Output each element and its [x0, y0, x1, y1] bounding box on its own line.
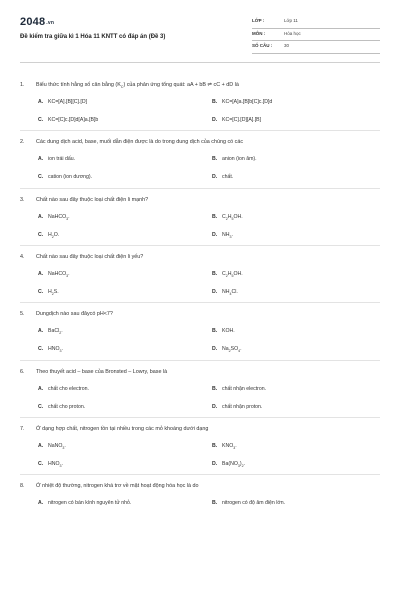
answer-option-b[interactable] — [212, 156, 257, 162]
answer-options — [20, 205, 380, 243]
question-stem — [20, 80, 380, 90]
question-text: Ở nhiệt độ thường, nitrogen khá trơ về mặt hoạt động hóa học là do — [36, 483, 199, 490]
answer-option-a[interactable] — [38, 386, 89, 392]
option-text: chất. — [222, 174, 234, 181]
question-text: Ở dạng hợp chất, nitrogen tồn tại nhiều trong các mỏ khoáng dưới dạng — [36, 425, 209, 432]
option-letter: C. — [38, 403, 44, 410]
option-text: $KNO_3$. — [222, 442, 237, 450]
option-letter: B. — [212, 213, 218, 220]
option-letter: A. — [38, 270, 44, 277]
option-letter: B. — [212, 385, 218, 392]
question-number: 2. — [20, 139, 25, 146]
answer-option-a[interactable] — [38, 500, 131, 506]
meta-class-label: LỚP : — [252, 18, 265, 23]
option-text: BaCl$_2$. — [48, 328, 63, 336]
option-text: NaHCO$_3$. — [48, 213, 70, 221]
option-text: NaHCO$_3$. — [48, 270, 70, 278]
answer-option-d[interactable] — [212, 404, 262, 410]
option-letter: B. — [212, 99, 218, 105]
question-text: Các dung dịch acid, base, muối dẫn điện được là do trong dung dịch của chúng có các — [36, 139, 244, 146]
option-letter: B. — [212, 500, 218, 507]
question-stem — [20, 252, 380, 262]
option-letter: A. — [38, 156, 44, 163]
question-text: Chất nào sau đây thuộc loại chất điện li mạnh? — [36, 196, 149, 203]
answer-option-c[interactable] — [38, 232, 59, 239]
answer-option-d[interactable] — [212, 117, 261, 123]
option-text: $C_2H_5OH$. — [222, 213, 243, 221]
option-letter: A. — [38, 213, 44, 220]
meta-count-label: SỐ CÂU : — [252, 43, 273, 48]
answer-option-b[interactable] — [212, 500, 285, 506]
question-text: Chất nào sau đây thuộc loại chất điện li yếu? — [36, 253, 144, 260]
option-text: ion trái dấu. — [48, 156, 76, 163]
question-text: Biểu thức tính hằng số cân bằng $(K_C)$ của phản ứng tổng quát: aA + bB ⇌ cC + dD là — [36, 82, 239, 90]
question-3 — [20, 195, 380, 243]
option-letter: B. — [212, 442, 218, 449]
option-text: KC=[A]a.[B]b[C]c.[D]d — [222, 99, 273, 105]
page-title: Đề kiểm tra giữa kì 1 Hóa 11 KNTT có đáp án (Đề 3) — [20, 34, 166, 40]
option-text: chất nhận electron. — [222, 385, 267, 392]
answer-options — [20, 434, 380, 472]
logo-text: 2048 — [20, 16, 46, 28]
answer-option-c[interactable] — [38, 117, 98, 123]
question-number: 5. — [20, 311, 25, 318]
option-text: cation (ion dương). — [48, 174, 93, 181]
option-letter: B. — [212, 156, 218, 163]
question-divider — [20, 360, 380, 361]
answer-option-c[interactable] — [38, 461, 63, 468]
answer-option-b[interactable] — [212, 99, 272, 105]
question-2 — [20, 137, 380, 185]
option-letter: C. — [38, 460, 44, 467]
option-text: $NH_4Cl$. — [222, 288, 238, 296]
meta-subject-row — [252, 29, 380, 42]
option-letter: D. — [212, 460, 218, 467]
header-divider — [20, 62, 380, 63]
option-text: chất cho proton. — [48, 403, 86, 410]
option-text: KC=[A].[B][C].[D] — [48, 99, 88, 105]
answer-option-c[interactable] — [38, 174, 92, 180]
answer-option-b[interactable] — [212, 271, 243, 278]
answer-options — [20, 319, 380, 357]
question-divider — [20, 188, 380, 189]
question-7 — [20, 424, 380, 472]
question-divider — [20, 302, 380, 303]
question-stem — [20, 481, 380, 491]
answer-option-b[interactable] — [212, 328, 235, 334]
answer-option-a[interactable] — [38, 271, 70, 278]
option-text: $H_2S$. — [48, 288, 59, 296]
question-number: 8. — [20, 483, 25, 490]
meta-class-value: Lớp 11 — [284, 18, 298, 23]
answer-option-b[interactable] — [212, 443, 237, 450]
option-text: $Na_2SO_4$. — [222, 346, 242, 354]
answer-options — [20, 90, 380, 128]
question-stem — [20, 367, 380, 377]
option-letter: B. — [212, 328, 218, 335]
answer-option-a[interactable] — [38, 99, 87, 105]
option-letter: C. — [38, 288, 44, 295]
option-letter: A. — [38, 99, 44, 105]
answer-options — [20, 262, 380, 300]
option-letter: D. — [212, 288, 218, 295]
answer-option-d[interactable] — [212, 461, 245, 468]
option-letter: A. — [38, 500, 44, 507]
answer-options — [20, 147, 380, 185]
option-text: chất cho electron. — [48, 385, 89, 392]
option-text: nitrogen có độ âm điện lớn. — [222, 500, 286, 507]
answer-option-a[interactable] — [38, 156, 75, 162]
meta-class-row — [252, 16, 380, 29]
answer-option-a[interactable] — [38, 214, 70, 221]
answer-option-d[interactable] — [212, 289, 238, 296]
question-4 — [20, 252, 380, 300]
question-number: 3. — [20, 196, 25, 203]
option-text: $HNO_3$. — [48, 460, 63, 468]
option-text: KC=[C].[D][A].[B] — [222, 117, 262, 123]
question-divider — [20, 417, 380, 418]
option-letter: C. — [38, 346, 44, 353]
option-letter: C. — [38, 117, 44, 123]
answer-option-d[interactable] — [212, 346, 242, 353]
question-stem — [20, 309, 380, 319]
option-text: KOH. — [222, 328, 235, 335]
answer-option-c[interactable] — [38, 346, 63, 353]
question-6 — [20, 367, 380, 415]
option-letter: D. — [212, 117, 218, 123]
option-letter: B. — [212, 270, 218, 277]
question-5 — [20, 309, 380, 357]
question-divider — [20, 130, 380, 131]
option-text: $HNO_3$. — [48, 346, 63, 354]
option-letter: D. — [212, 346, 218, 353]
answer-option-c[interactable] — [38, 404, 85, 410]
question-1 — [20, 80, 380, 128]
question-number: 1. — [20, 82, 25, 88]
option-text: anion (ion âm). — [222, 156, 257, 163]
question-number: 7. — [20, 425, 25, 432]
answer-options — [20, 491, 380, 529]
answer-option-c[interactable] — [38, 289, 59, 296]
logo-suffix: .vn — [46, 20, 55, 26]
option-text: $H_2O$. — [48, 231, 60, 239]
option-text: $Ba(NO_3)_2$. — [222, 460, 246, 468]
answer-option-a[interactable] — [38, 328, 63, 335]
meta-subject-value: Hóa học — [284, 30, 301, 36]
option-text: KC=[C]c.[D]d[A]a.[B]b — [48, 117, 99, 123]
question-stem — [20, 137, 380, 147]
question-divider — [20, 245, 380, 246]
option-letter: A. — [38, 385, 44, 392]
option-letter: A. — [38, 328, 44, 335]
question-text: Dungdịch nào sau đâycó pH<7? — [36, 311, 113, 318]
exam-meta — [252, 16, 380, 54]
answer-option-d[interactable] — [212, 174, 233, 180]
answer-option-a[interactable] — [38, 443, 66, 450]
site-logo[interactable] — [20, 16, 54, 28]
option-letter: D. — [212, 174, 218, 181]
option-text: nitrogen có bán kính nguyên tử nhỏ. — [48, 500, 132, 507]
answer-options — [20, 377, 380, 415]
option-text: chất nhận proton. — [222, 403, 263, 410]
option-letter: D. — [212, 403, 218, 410]
answer-option-b[interactable] — [212, 214, 243, 221]
option-text: $NH_3$. — [222, 231, 233, 239]
option-letter: C. — [38, 174, 44, 181]
question-number: 4. — [20, 253, 25, 260]
option-text: NaNO$_3$. — [48, 442, 66, 450]
option-letter: C. — [38, 231, 44, 238]
option-text: $C_2H_5OH$. — [222, 270, 243, 278]
question-text: Theo thuyết acid – base của Bronsted – Lowry, base là — [36, 368, 168, 375]
question-divider — [20, 474, 380, 475]
option-letter: D. — [212, 231, 218, 238]
answer-option-d[interactable] — [212, 232, 233, 239]
question-stem — [20, 424, 380, 434]
question-8 — [20, 481, 380, 529]
option-letter: A. — [38, 442, 44, 449]
question-stem — [20, 195, 380, 205]
meta-subject-label: MÔN : — [252, 30, 266, 36]
meta-count-row — [252, 41, 380, 54]
meta-count-value: 30 — [284, 43, 290, 48]
answer-option-b[interactable] — [212, 386, 266, 392]
question-number: 6. — [20, 368, 25, 375]
